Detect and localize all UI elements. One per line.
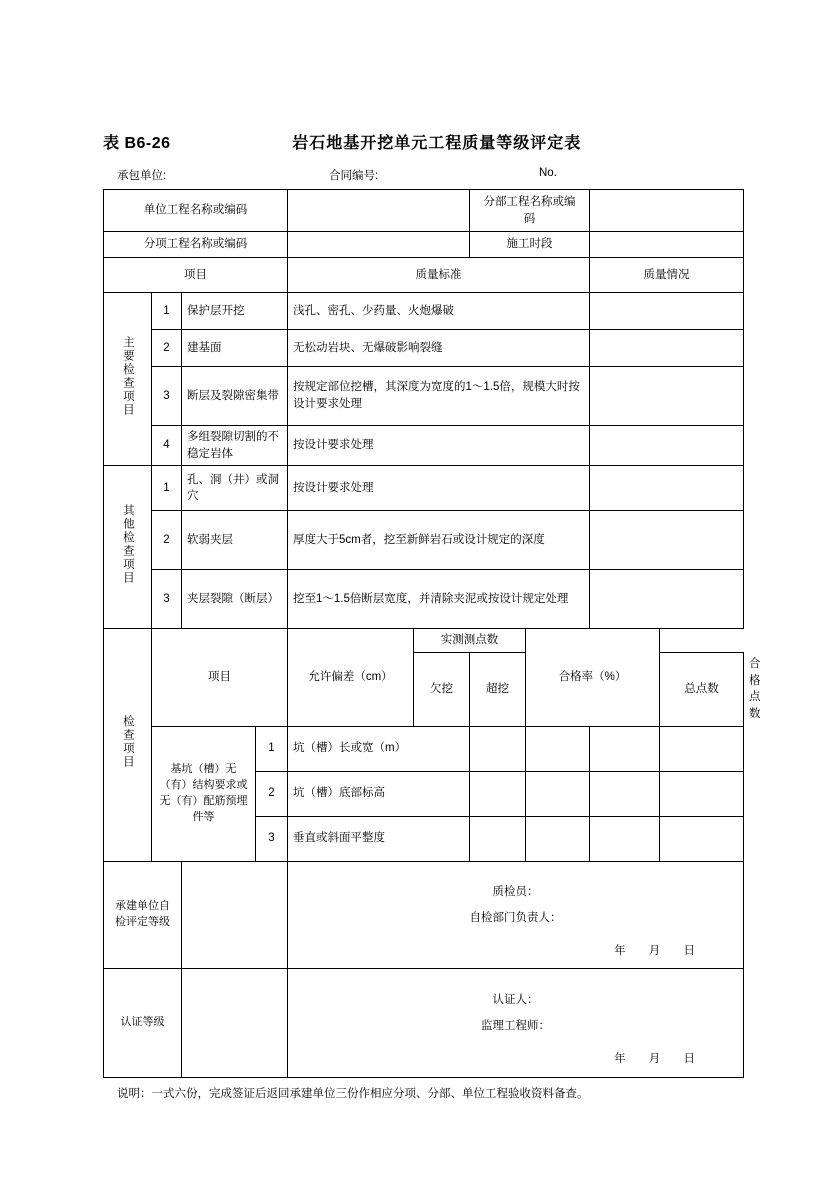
main-item-status[interactable] [590,330,744,367]
measure-row-under[interactable] [470,816,526,861]
measure-row-no: 3 [256,816,288,861]
main-item-name: 建基面 [182,330,288,367]
unit-project-label: 单位工程名称或编码 [104,190,288,232]
cert-signatures [288,968,744,1077]
main-item-no: 4 [152,426,182,466]
measure-item-label: 项目 [152,629,288,726]
measure-row-total[interactable] [590,726,660,771]
measure-row-pass[interactable] [660,726,744,771]
table-row [104,968,744,1077]
table-row [104,726,744,771]
measure-row-over[interactable] [526,816,590,861]
footer-note: 说明：一式六份，完成签证后返回承建单位三份作相应分项、分部、单位工程验收资料备查。 [117,1087,589,1100]
main-item-status[interactable] [590,426,744,466]
col-quality-status: 质量情况 [590,258,744,293]
table-row [104,426,744,466]
pass-rate-label: 合格率（%） [526,629,660,726]
measure-row-name: 坑（槽）底部标高 [288,771,470,816]
main-item-no: 3 [152,367,182,426]
measure-row-under[interactable] [470,726,526,771]
measure-row-total[interactable] [590,816,660,861]
other-item-status[interactable] [590,570,744,629]
other-item-standard: 厚度大于5cm者，挖至新鲜岩石或设计规定的深度 [288,511,590,570]
cert-date-line[interactable]: 年 月 日 [614,1053,705,1066]
other-item-no: 2 [152,511,182,570]
measure-row-over[interactable] [526,726,590,771]
main-item-standard: 无松动岩块、无爆破影响裂缝 [288,330,590,367]
main-item-standard: 按设计要求处理 [288,426,590,466]
table-row [104,190,744,232]
other-item-no: 3 [152,570,182,629]
table-row [104,466,744,511]
self-eval-signatures [288,861,744,968]
table-row [104,367,744,426]
cert-label: 认证等级 [104,968,182,1077]
measure-row-no: 1 [256,726,288,771]
other-item-status[interactable] [590,511,744,570]
other-item-name: 孔、洞（井）或洞穴 [182,466,288,511]
main-item-name: 多组裂隙切割的不稳定岩体 [182,426,288,466]
measure-row-under[interactable] [470,771,526,816]
measure-row-over[interactable] [526,771,590,816]
other-item-name: 夹层裂隙（断层） [182,570,288,629]
other-item-status[interactable] [590,466,744,511]
contractor-label: 承包单位: [117,170,167,182]
main-item-name: 断层及裂隙密集带 [182,367,288,426]
inspector-sign-line[interactable]: 质检员： [492,885,539,898]
meta-row [103,167,743,183]
table-row [104,511,744,570]
construction-period-label: 施工时段 [470,232,590,258]
main-item-name: 保护层开挖 [182,293,288,330]
table-row [104,861,744,968]
no-label: No. [539,167,557,179]
page-title: 岩石地基开挖单元工程质量等级评定表 [292,135,582,152]
other-item-no: 1 [152,466,182,511]
measure-row-total[interactable] [590,771,660,816]
division-project-label: 分部工程名称或编码 [470,190,590,232]
table-row [104,629,744,653]
under-dig-label: 欠挖 [414,653,470,727]
measure-row-name: 坑（槽）长或宽（m） [288,726,470,771]
group-check-items: 检查项目 [104,629,152,861]
main-item-no: 2 [152,330,182,367]
self-eval-label: 承建单位自检评定等级 [104,861,182,968]
table-row [104,330,744,367]
form-code: 表 B6-26 [103,135,171,152]
construction-period-value[interactable] [590,232,744,258]
cert-value[interactable] [182,968,288,1077]
other-item-standard: 挖至1～1.5倍断层宽度，并清除夹泥或按设计规定处理 [288,570,590,629]
other-item-standard: 按设计要求处理 [288,466,590,511]
form-sheet [103,130,761,1103]
total-points-label: 总点数 [660,653,744,727]
over-dig-label: 超挖 [470,653,526,727]
main-item-status[interactable] [590,367,744,426]
supervisor-engineer-sign-line[interactable]: 监理工程师： [481,1020,550,1033]
self-dept-head-sign-line[interactable]: 自检部门负责人： [469,912,562,925]
group-main-check: 主要检查项目 [104,293,152,466]
measured-label: 实测测点数 [414,629,526,653]
main-item-status[interactable] [590,293,744,330]
main-item-no: 1 [152,293,182,330]
self-date-line[interactable]: 年 月 日 [614,945,705,958]
certifier-sign-line[interactable]: 认证人： [492,993,539,1006]
measure-row-name: 垂直或斜面平整度 [288,816,470,861]
measure-group-label: 基坑（槽）无（有）结构要求或无（有）配筋预埋件等 [152,726,256,861]
title-row [103,130,743,153]
table-row [104,293,744,330]
measure-row-pass[interactable] [660,771,744,816]
main-item-standard: 按规定部位挖槽，其深度为宽度的1～1.5倍，规模大时按设计要求处理 [288,367,590,426]
main-item-standard: 浅孔、密孔、少药量、火炮爆破 [288,293,590,330]
self-eval-value[interactable] [182,861,288,968]
other-item-name: 软弱夹层 [182,511,288,570]
col-item: 项目 [104,258,288,293]
sub-project-label: 分项工程名称或编码 [104,232,288,258]
sub-project-value[interactable] [288,232,470,258]
measure-row-no: 2 [256,771,288,816]
measure-row-pass[interactable] [660,816,744,861]
table-row [104,232,744,258]
division-project-value[interactable] [590,190,744,232]
main-table [103,189,761,1078]
contract-no-label: 合同编号: [329,170,379,182]
deviation-label: 允许偏差（cm） [288,629,414,726]
table-header-row [104,258,744,293]
table-row: 欠挖 超挖 总点数 合格点数 [104,653,744,727]
group-other-check: 其他检查项目 [104,466,152,629]
col-standard: 质量标准 [288,258,590,293]
table-row [104,570,744,629]
unit-project-value[interactable] [288,190,470,232]
